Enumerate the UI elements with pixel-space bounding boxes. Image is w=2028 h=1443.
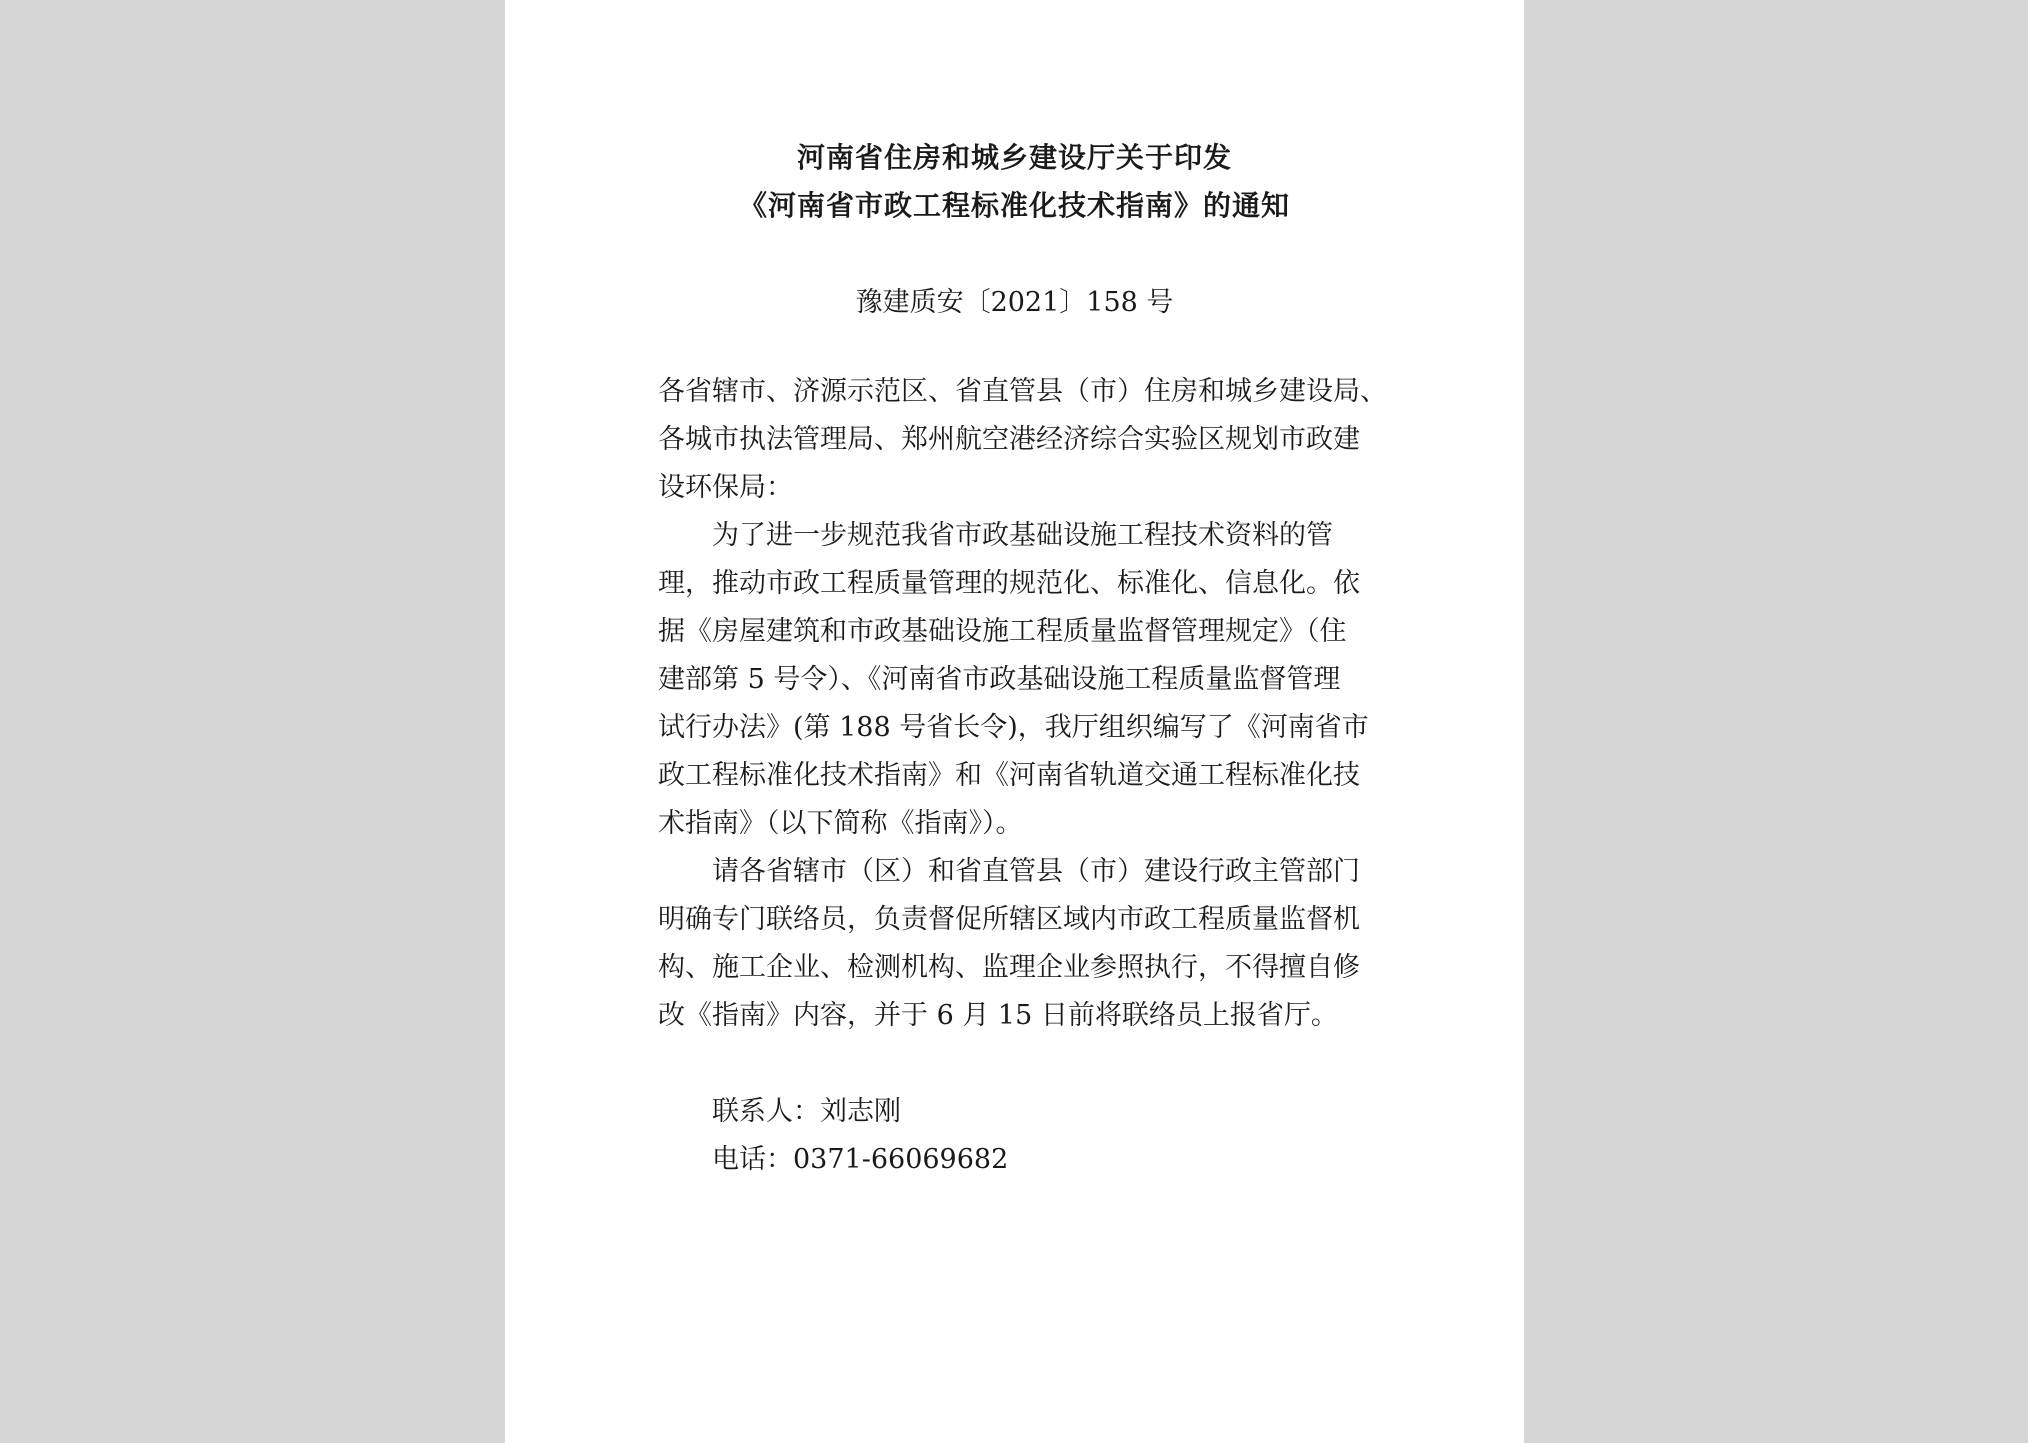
paragraph-1-line: 政工程标准化技术指南》和《河南省轨道交通工程标准化技 bbox=[658, 760, 1360, 791]
paragraph-1-line: 理，推动市政工程质量管理的规范化、标准化、信息化。依 bbox=[658, 568, 1360, 599]
document-page bbox=[505, 0, 1524, 1443]
paragraph-1-line: 试行办法》(第 188 号省长令)，我厅组织编写了《河南省市 bbox=[658, 712, 1369, 743]
paragraph-2-line: 构、施工企业、检测机构、监理企业参照执行，不得擅自修 bbox=[658, 952, 1360, 983]
contact-person: 联系人：刘志刚 bbox=[712, 1096, 901, 1127]
document-title-line-2: 《河南省市政工程标准化技术指南》的通知 bbox=[738, 189, 1290, 222]
recipients-line: 设环保局： bbox=[658, 472, 793, 503]
paragraph-1-line: 术指南》（以下简称《指南》）。 bbox=[658, 808, 1023, 839]
paragraph-2-line: 请各省辖市（区）和省直管县（市）建设行政主管部门 bbox=[712, 856, 1360, 887]
paragraph-1-line: 据《房屋建筑和市政基础设施工程质量监督管理规定》（住 bbox=[658, 616, 1347, 647]
paragraph-1-line: 建部第 5 号令）、《河南省市政基础设施工程质量监督管理 bbox=[658, 664, 1341, 695]
document-number: 豫建质安〔2021〕158 号 bbox=[855, 287, 1174, 318]
paragraph-2-line: 改《指南》内容，并于 6 月 15 日前将联络员上报省厅。 bbox=[658, 1000, 1338, 1031]
paragraph-1-line: 为了进一步规范我省市政基础设施工程技术资料的管 bbox=[712, 520, 1333, 551]
document-title-line-1: 河南省住房和城乡建设厅关于印发 bbox=[796, 141, 1232, 174]
contact-phone: 电话：0371-66069682 bbox=[712, 1144, 1009, 1175]
recipients-line: 各省辖市、济源示范区、省直管县（市）住房和城乡建设局、 bbox=[658, 376, 1387, 407]
recipients-line: 各城市执法管理局、郑州航空港经济综合实验区规划市政建 bbox=[658, 424, 1360, 455]
paragraph-2-line: 明确专门联络员，负责督促所辖区域内市政工程质量监督机 bbox=[658, 904, 1360, 935]
